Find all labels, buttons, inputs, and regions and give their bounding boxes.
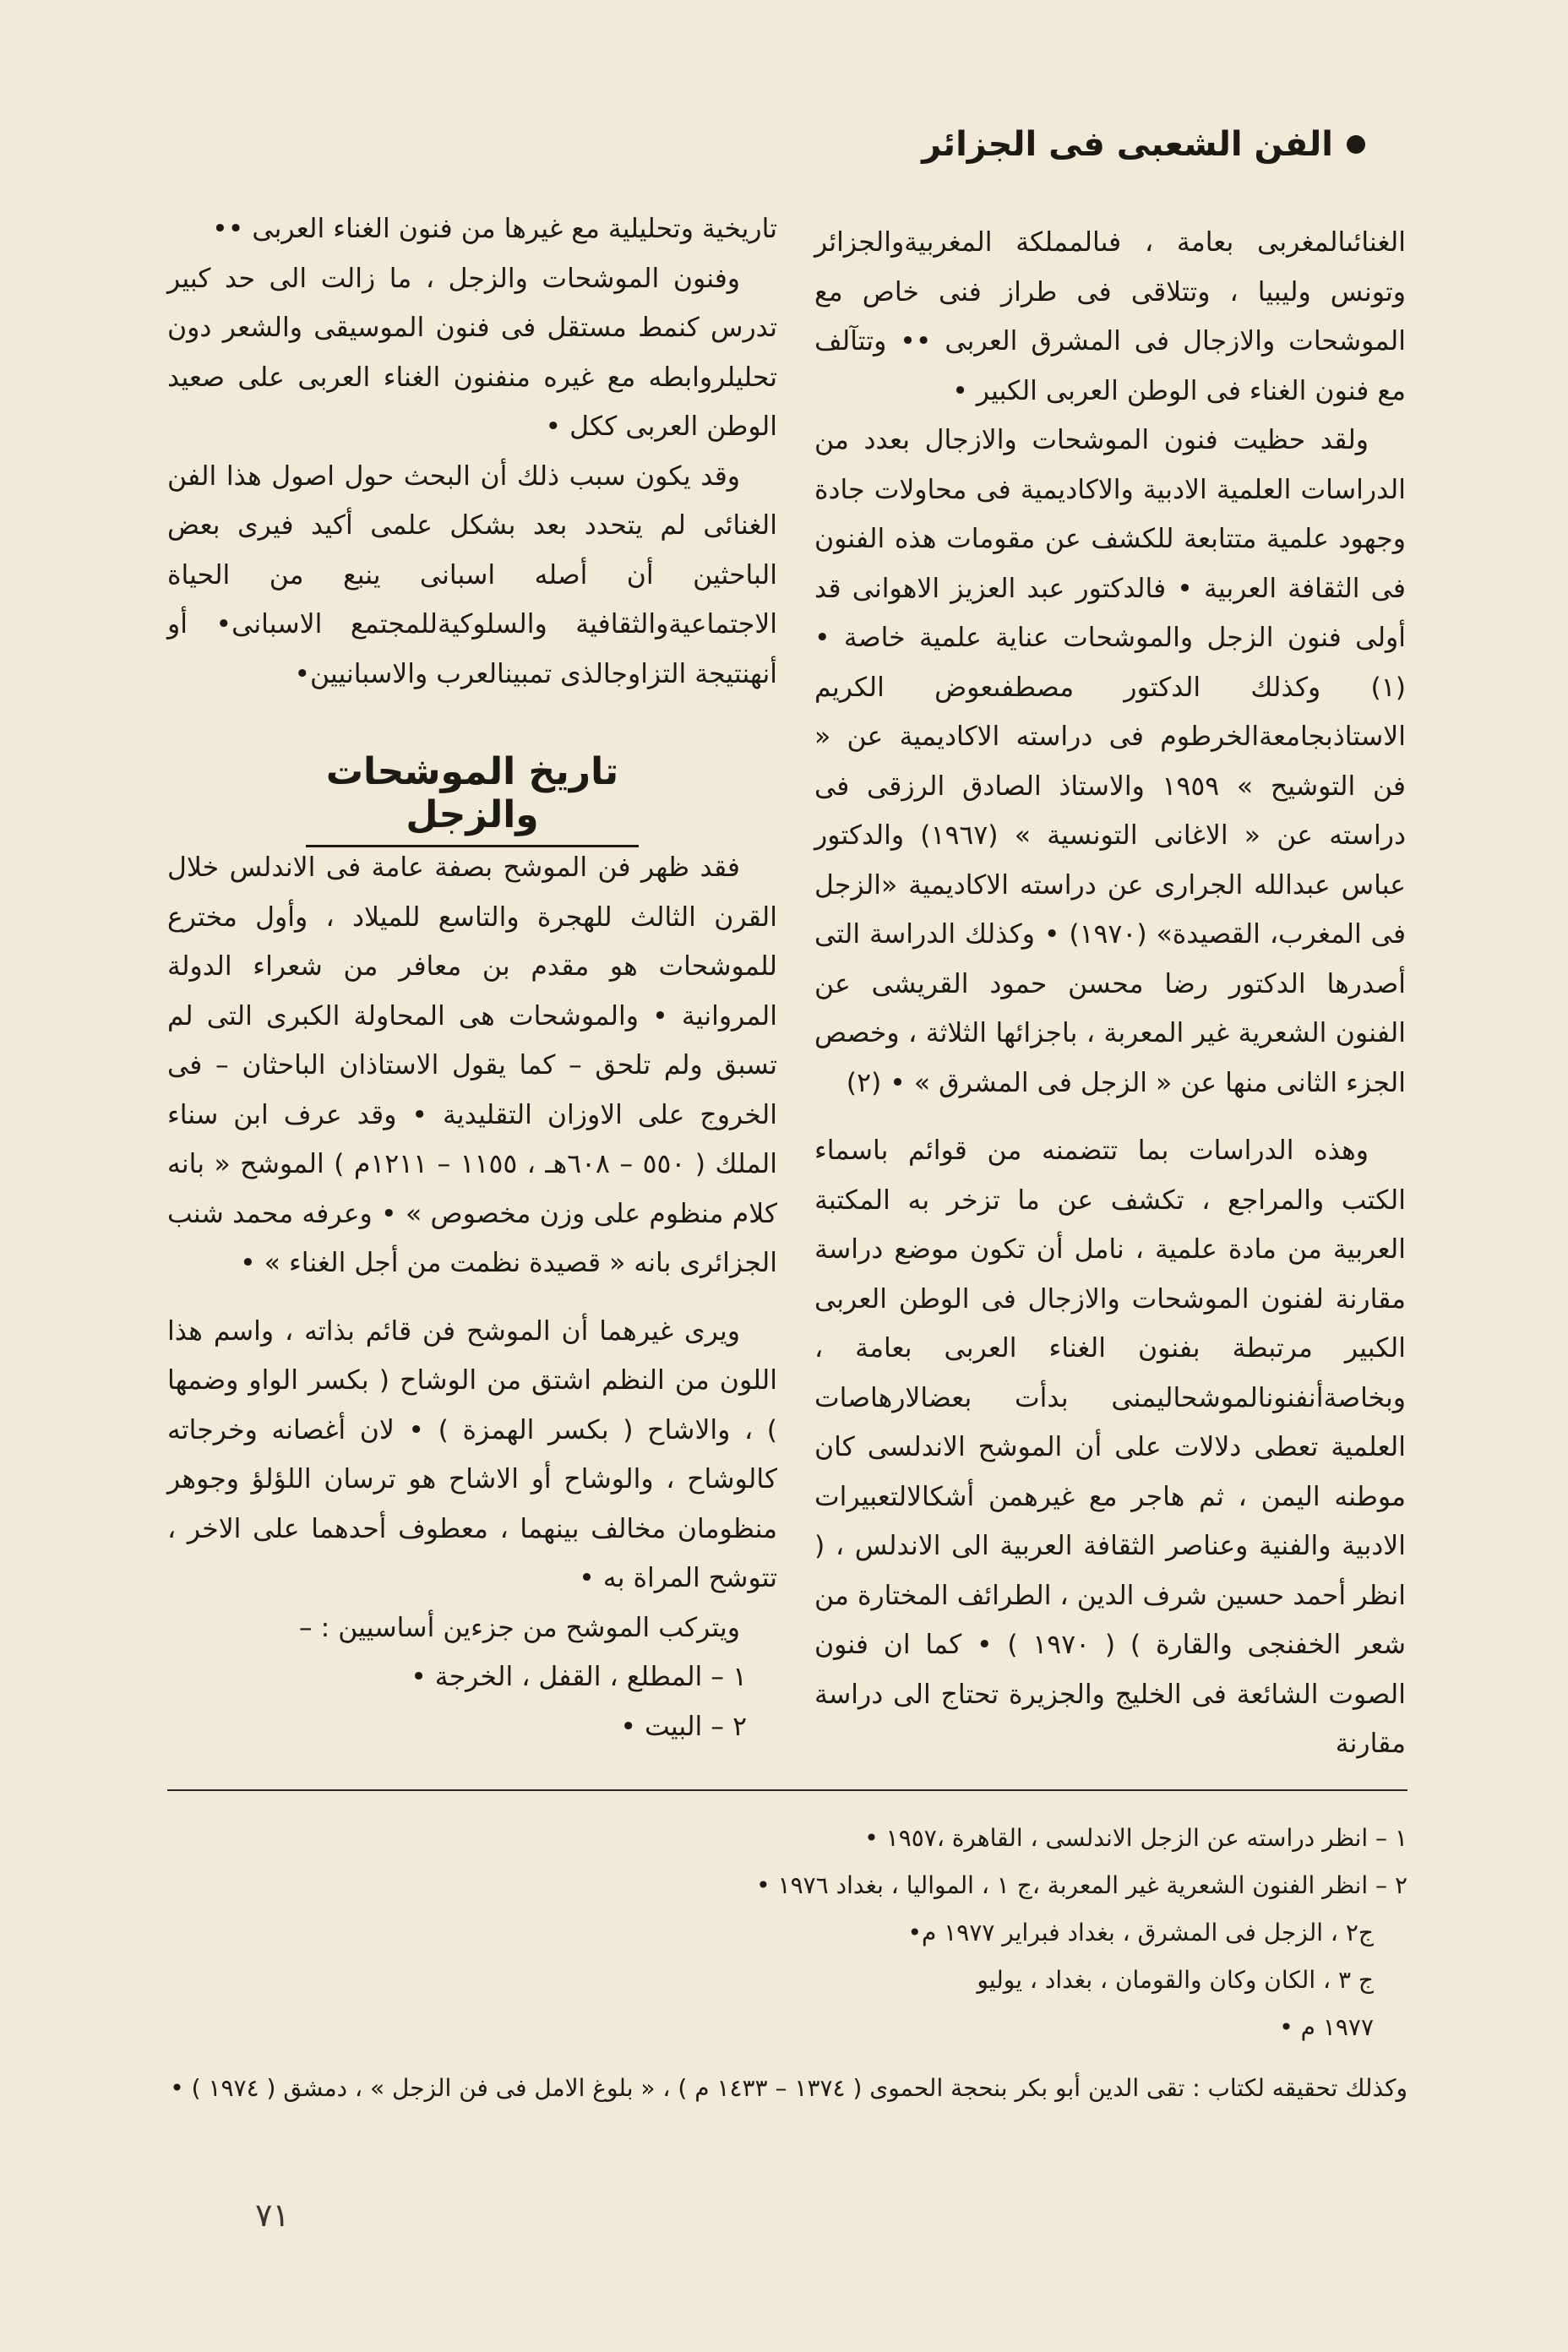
footnote-separator (167, 1789, 1407, 1791)
footnote: ٢ – انظر الفنون الشعرية غير المعربة ،ج ١ ، المواليا ، بغداد ١٩٧٦ • (756, 1871, 1407, 1899)
footnote-continuation: وكذلك تحقيقه لكتاب : تقى الدين أبو بكر بنحجة الحموى ( ١٣٧٤ – ١٤٣٣ م ) ، « بلوغ الامل فى فن الزجل » ، دمشق ( ١٩٧٤ ) • (170, 2074, 1407, 2102)
paragraph: وقد يكون سبب ذلك أن البحث حول اصول هذا الفن الغنائى لم يتحدد بعد بشكل علمى أكيد فيرى بعض الباحثين أن أصله اسبانى ينبع من الحياة الاجتماعيةوالثقافية والسلوكيةللمجتمع الاسبانى• أو أنهنتيجة التزاوجالذى تمبينالعرب والاسبانيين• (167, 460, 777, 689)
paragraph: ويتركب الموشح من جزءين أساسيين : – (298, 1612, 740, 1643)
paragraph: الغنائىالمغربى بعامة ، فىالمملكة المغربيةوالجزائر وتونس وليبيا ، وتتلاقى فى طراز فنى خاص مع الموشحات والازجال فى المشرق العربى •• وتتآلف مع فنون الغناء فى الوطن العربى الكبير • (814, 227, 1406, 406)
footnote-continuation: ج ٣ ، الكان وكان والقومان ، بغداد ، يوليو (977, 1966, 1374, 1994)
paragraph: ويرى غيرهما أن الموشح فن قائم بذاته ، واسم هذا اللون من النظم اشتق من الوشاح ( بكسر الواو وضمها ) ، والاشاح ( بكسر الهمزة ) • لان أغصانه وخرجاته كالوشاح ، والوشاح أو الاشاح هو ترسان اللؤلؤ وجوهر منظومان مخالف بينهما ، معطوف أحدهما على الاخر ، تتوشح المراة به • (167, 1315, 777, 1593)
footnote-continuation: ١٩٧٧ م • (1279, 2013, 1374, 2041)
paragraph: تاريخية وتحليلية مع غيرها من فنون الغناء العربى •• (212, 214, 777, 244)
paragraph: ولقد حظيت فنون الموشحات والازجال بعدد من الدراسات العلمية الادبية والاكاديمية فى محاولات جادة وجهود علمية متتابعة للكشف عن مقومات هذه الفنون فى الثقافة العربية • فالدكتور عبد العزيز الاهوانى قد أولى فنون الزجل والموشحات عناية علمية خاصة • (١) وكذلك الدكتور مصطفىعوض الكريم الاستاذبجامعةالخرطوم فى دراسته الاكاديمية عن « فن التوشيح » ١٩٥٩ والاستاذ الصادق الرزقى فى دراسته عن « الاغانى التونسية » (١٩٦٧) والدكتور عباس عبدالله الجرارى عن دراسته الاكاديمية «الزجل فى المغرب، القصيدة» (١٩٧٠) • وكذلك الدراسة التى أصدرها الدكتور رضا محسن حمود القريشى عن الفنون الشعرية غير المعربة ، باجزائها الثلاثة ، وخصص الجزء الثانى منها عن « الزجل فى المشرق » • (٢) (814, 425, 1406, 1098)
paragraph: وفنون الموشحات والزجل ، ما زالت الى حد كبير تدرس كنمط مستقل فى فنون الموسيقى والشعر دون تحليلروابطه مع غيره منفنون الغناء العربى على صعيد الوطن العربى ككل • (167, 263, 777, 442)
page-number: ٧١ (255, 2197, 290, 2234)
section-heading-text: تاريخ الموشحات والزجل (325, 750, 619, 836)
footnotes (157, 1815, 1407, 2112)
list-item: ١ – المطلع ، القفل ، الخرجة • (411, 1662, 747, 1692)
left-column-continued (167, 843, 777, 1751)
left-column (167, 204, 777, 699)
paragraph: وهذه الدراسات بما تتضمنه من قوائم باسماء الكتب والمراجع ، تكشف عن ما تزخر به المكتبة العربية من مادة علمية ، نامل أن تكون موضع دراسة مقارنة لفنون الموشحات والازجال فى الوطن العربى الكبير مرتبطة بفنون الغناء العربى بعامة ، وبخاصةأنفنونالموشحاليمنى بدأت بعضالارهاصات العلمية تعطى دلالات على أن الموشح الاندلسى كان موطنه اليمن ، ثم هاجر مع غيرهمن أشكالالتعبيرات الادبية والفنية وعناصر الثقافة العربية الى الاندلس ، ( انظر أحمد حسين شرف الدين ، الطرائف المختارة من شعر الخفنجى والقارة ) ( ١٩٧٠ ) • كما ان فنون الصوت الشائعة فى الخليج والجزيرة تحتاج الى دراسة مقارنة (814, 1135, 1407, 1759)
bullet-icon (1347, 135, 1365, 154)
running-header (922, 125, 1365, 164)
right-column (814, 218, 1406, 1769)
header-title: الفن الشعبى فى الجزائر (922, 125, 1333, 164)
footnote: ١ – انظر دراسته عن الزجل الاندلسى ، القاهرة ،١٩٥٧ • (864, 1824, 1407, 1852)
list-item: ٢ – البيت • (620, 1711, 747, 1742)
footnote-continuation: ج٢ ، الزجل فى المشرق ، بغداد فبراير ١٩٧٧ م• (907, 1919, 1374, 1946)
paragraph: فقد ظهر فن الموشح بصفة عامة فى الاندلس خلال القرن الثالث للهجرة والتاسع للميلاد ، وأول مخترع للموشحات هو مقدم بن معافر من شعراء الدولة المروانية • والموشحات هى المحاولة الكبرى التى لم تسبق ولم تلحق – كما يقول الاستاذان الباحثان – فى الخروج على الاوزان التقليدية • وقد عرف ابن سناء الملك ( ٥٥٠ – ٦٠٨هـ ، ١١٥٥ – ١٢١١م ) الموشح « بانه كلام منظوم على وزن مخصوص » • وعرفه محمد شنب الجزائرى بانه « قصيدة نظمت من أجل الغناء » • (167, 852, 777, 1278)
section-heading (286, 750, 659, 847)
